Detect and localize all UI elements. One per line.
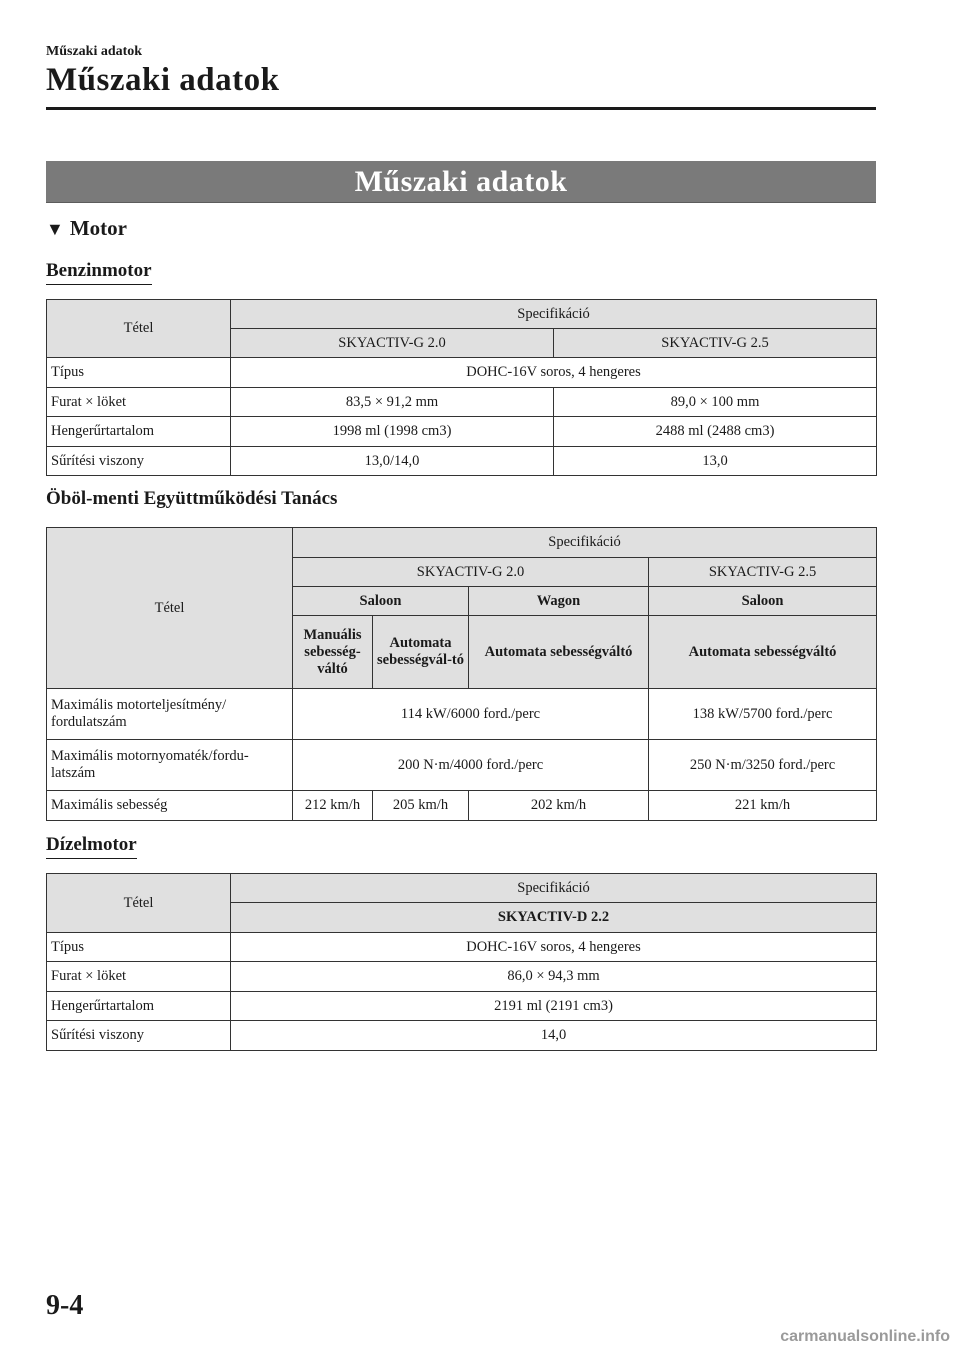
header-item: Tétel [47,874,231,933]
row-value: 250 N·m/3250 ford./perc [649,740,877,791]
row-value: 13,0/14,0 [231,447,554,476]
row-value: 114 kW/6000 ford./perc [293,689,649,740]
header-variant-g20: SKYACTIV-G 2.0 [231,329,554,358]
row-label: Típus [47,933,231,962]
section-heading-motor [46,216,127,241]
table-row [47,992,877,1021]
header-auto-gearbox-wagon: Automata sebességváltó [469,616,649,689]
row-label: Maximális motornyomaték/fordu-latszám [47,740,293,791]
row-value: 89,0 × 100 mm [554,388,877,417]
table-row [47,689,877,740]
header-variant-g25: SKYACTIV-G 2.5 [649,558,877,587]
row-value: 86,0 × 94,3 mm [231,962,877,992]
header-auto-gearbox: Automata sebességvál-tó [373,616,469,689]
header-manual-gearbox: Manuális sebesség-váltó [293,616,373,689]
subheading-diesel: Dízelmotor [46,834,137,859]
table-row [47,417,877,447]
header-item: Tétel [47,528,293,689]
row-value: 138 kW/5700 ford./perc [649,689,877,740]
table-row [47,358,877,388]
row-value: 1998 ml (1998 cm3) [231,417,554,447]
row-value: DOHC-16V soros, 4 hengeres [231,933,877,962]
header-item: Tétel [47,300,231,358]
header-spec: Specifikáció [231,874,877,903]
row-label: Maximális motorteljesítmény/ fordulatszám [47,689,293,740]
header-spec: Specifikáció [293,528,877,558]
row-value: 2488 ml (2488 cm3) [554,417,877,447]
header-variant-g20: SKYACTIV-G 2.0 [293,558,649,587]
row-value: 14,0 [231,1021,877,1051]
row-label: Furat × löket [47,388,231,417]
row-value: 212 km/h [293,791,373,821]
row-label: Hengerűrtartalom [47,417,231,447]
row-label: Furat × löket [47,962,231,992]
row-value: 13,0 [554,447,877,476]
row-label: Sűrítési viszony [47,447,231,476]
subheading-petrol: Benzinmotor [46,260,152,285]
header-variant-d22: SKYACTIV-D 2.2 [231,903,877,933]
table-row [47,933,877,962]
header-auto-gearbox-25: Automata sebességváltó [649,616,877,689]
page-number: 9-4 [46,1290,84,1321]
header-body-wagon: Wagon [469,587,649,616]
row-label: Maximális sebesség [47,791,293,821]
table-row [47,447,877,476]
watermark: carmanualsonline.info [780,1328,950,1345]
row-value: DOHC-16V soros, 4 hengeres [231,358,877,388]
row-value: 202 km/h [469,791,649,821]
section-heading-label: Motor [69,216,127,240]
section-banner: Műszaki adatok [46,161,876,203]
triangle-down-icon: ▼ [46,219,64,239]
row-value: 200 N·m/4000 ford./perc [293,740,649,791]
diesel-spec-table [46,873,877,1051]
header-body-saloon: Saloon [293,587,469,616]
row-value: 205 km/h [373,791,469,821]
page-title: Műszaki adatok [46,62,280,98]
gcc-spec-table [46,527,877,821]
table-row [47,1021,877,1051]
header-body-saloon-25: Saloon [649,587,877,616]
title-rule [46,107,876,110]
row-label: Sűrítési viszony [47,1021,231,1051]
header-spec: Specifikáció [231,300,877,329]
row-label: Típus [47,358,231,388]
table-row [47,388,877,417]
row-value: 2191 ml (2191 cm3) [231,992,877,1021]
table-row [47,740,877,791]
row-value: 221 km/h [649,791,877,821]
table-row [47,791,877,821]
header-variant-g25: SKYACTIV-G 2.5 [554,329,877,358]
table-row [47,962,877,992]
subheading-gcc: Öböl-menti Együttműködési Tanács [46,488,338,509]
running-head: Műszaki adatok [46,44,143,59]
petrol-spec-table [46,299,877,476]
row-value: 83,5 × 91,2 mm [231,388,554,417]
row-label: Hengerűrtartalom [47,992,231,1021]
